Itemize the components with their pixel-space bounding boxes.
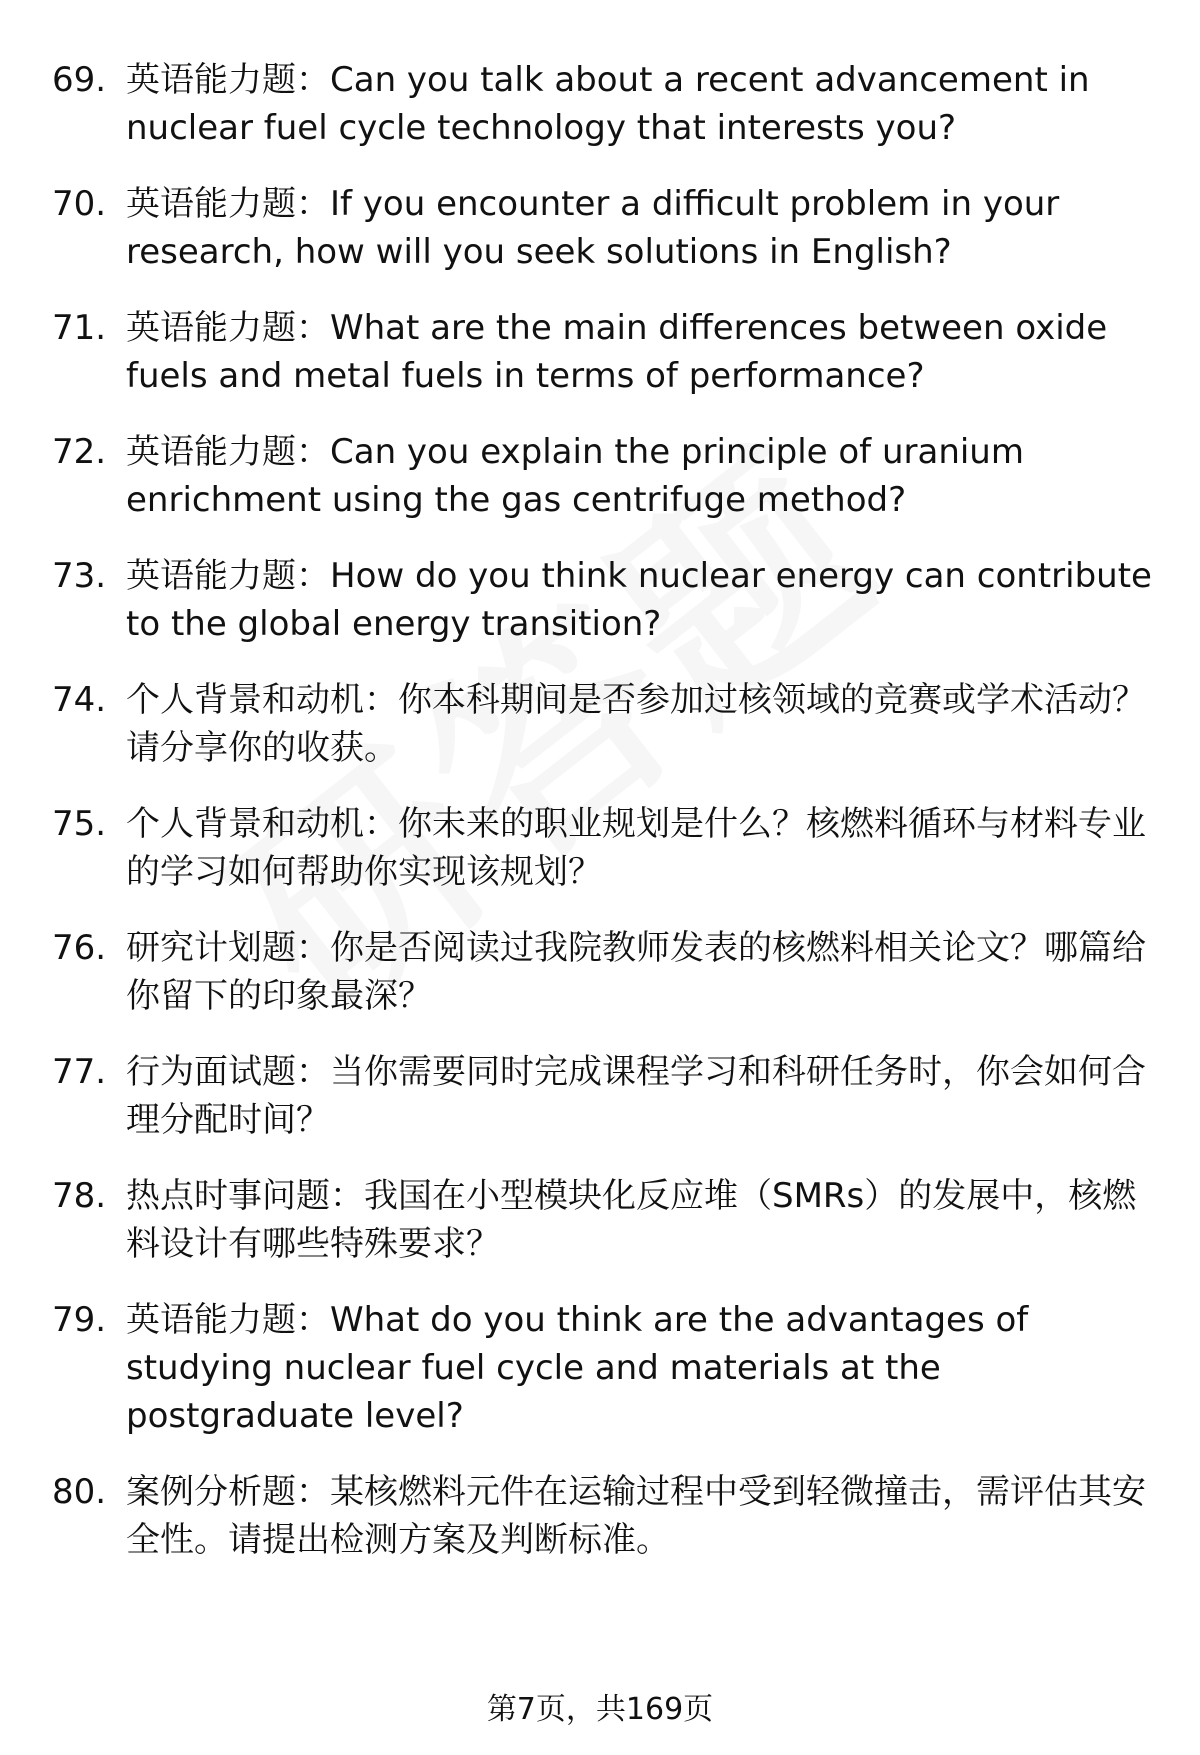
question-category: 英语能力题： (126, 556, 330, 596)
question-number: 74. (52, 680, 107, 720)
question-number: 69. (52, 60, 107, 100)
question-number: 72. (52, 432, 107, 472)
question-text: 我国在小型模块化反应堆（SMRs）的发展中，核燃料设计有哪些特殊要求？ (126, 1176, 1137, 1264)
question-item-74 (52, 676, 1162, 772)
question-text: 当你需要同时完成课程学习和科研任务时，你会如何合理分配时间？ (126, 1052, 1146, 1140)
question-category: 英语能力题： (126, 1300, 330, 1340)
question-body (126, 56, 1162, 152)
question-category: 个人背景和动机： (126, 680, 398, 720)
question-body (126, 180, 1162, 276)
question-item-76 (52, 924, 1162, 1020)
question-text: Can you talk about a recent advancement in nuclear fuel cycle technology that interests you? (126, 60, 1090, 148)
question-body (126, 1172, 1162, 1268)
question-text: What are the main differences between oxide fuels and metal fuels in terms of performance? (126, 308, 1108, 396)
question-item-78 (52, 1172, 1162, 1268)
question-text: How do you think nuclear energy can contribute to the global energy transition? (126, 556, 1152, 644)
question-item-71 (52, 304, 1162, 400)
question-item-77 (52, 1048, 1162, 1144)
question-item-72 (52, 428, 1162, 524)
question-text: 你本科期间是否参加过核领域的竞赛或学术活动？请分享你的收获。 (126, 680, 1146, 768)
question-item-79 (52, 1296, 1162, 1440)
question-body (126, 924, 1162, 1020)
question-number: 76. (52, 928, 107, 968)
question-item-80 (52, 1468, 1162, 1564)
question-number: 70. (52, 184, 107, 224)
question-number: 73. (52, 556, 107, 596)
question-body (126, 1048, 1162, 1144)
question-item-73 (52, 552, 1162, 648)
question-number: 77. (52, 1052, 107, 1092)
question-number: 78. (52, 1176, 107, 1216)
question-body (126, 304, 1162, 400)
question-item-69 (52, 56, 1162, 152)
question-body (126, 1468, 1162, 1564)
question-body (126, 1296, 1162, 1440)
question-item-70 (52, 180, 1162, 276)
question-number: 80. (52, 1472, 107, 1512)
question-category: 英语能力题： (126, 184, 330, 224)
question-category: 英语能力题： (126, 308, 330, 348)
question-category: 案例分析题： (126, 1472, 330, 1512)
question-number: 75. (52, 804, 107, 844)
question-number: 71. (52, 308, 107, 348)
question-category: 行为面试题： (126, 1052, 330, 1092)
question-body (126, 676, 1162, 772)
question-body (126, 428, 1162, 524)
question-text: Can you explain the principle of uranium enrichment using the gas centrifuge method? (126, 432, 1024, 520)
question-item-75 (52, 800, 1162, 896)
question-body (126, 800, 1162, 896)
question-text: 你未来的职业规划是什么？核燃料循环与材料专业的学习如何帮助你实现该规划？ (126, 804, 1146, 892)
question-text: If you encounter a difficult problem in your research, how will you seek solutions in English? (126, 184, 1060, 272)
question-category: 研究计划题： (126, 928, 330, 968)
page-footer: 第7页，共169页 (486, 1692, 714, 1727)
question-category: 英语能力题： (126, 60, 330, 100)
question-category: 个人背景和动机： (126, 804, 398, 844)
question-category: 英语能力题： (126, 432, 330, 472)
question-text: 某核燃料元件在运输过程中受到轻微撞击，需评估其安全性。请提出检测方案及判断标准。 (126, 1472, 1146, 1560)
question-body (126, 552, 1162, 648)
question-text: 你是否阅读过我院教师发表的核燃料相关论文？哪篇给你留下的印象最深？ (126, 928, 1146, 1016)
question-text: What do you think are the advantages of studying nuclear fuel cycle and materials at the postgraduate level? (126, 1300, 1029, 1436)
question-number: 79. (52, 1300, 107, 1340)
question-category: 热点时事问题： (126, 1176, 364, 1216)
question-list (52, 56, 1162, 1592)
